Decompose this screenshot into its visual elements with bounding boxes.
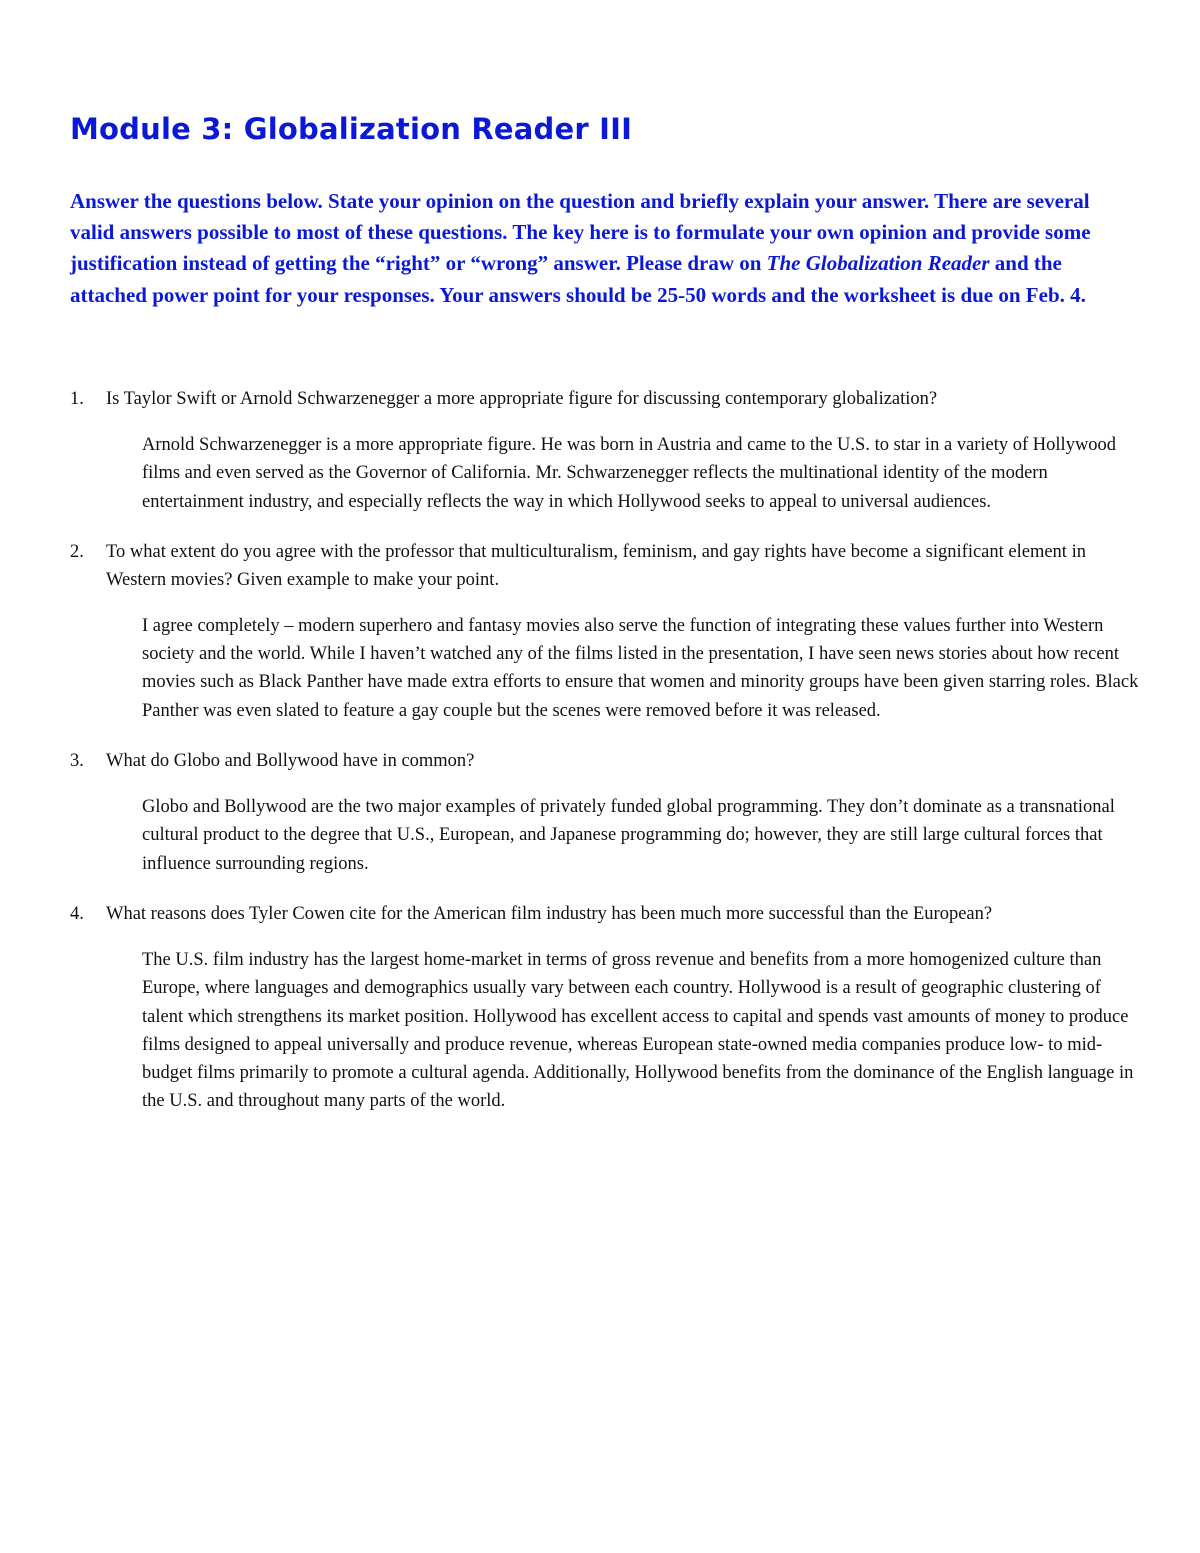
question-number: 1. xyxy=(70,389,84,409)
answer-text: The U.S. film industry has the largest home-market in terms of gross revenue and benefits from a more homogenized culture than Europe, where languages and demographics usually vary between each country. Hollywood is a result of geographic clustering of talent which strengthens its market position. Hollywood has excellent access to capital and spends vast amounts of money to produce films designed to appeal universally and produce revenue, whereas European state-owned media companies produce low- to mid-budget films primarily to promote a cultural agenda. Additionally, Hollywood benefits from the dominance of the English language in the U.S. and throughout many parts of the world. xyxy=(142,949,1134,1112)
instructions-text-part1: Answer the questions below. State your opinion on the question and briefly explain your answer. There are several valid answers possible to most of these questions. The key here is to formulate your own opinion and provide some justification instead of getting the “right” or “wrong” answer. Please draw on xyxy=(70,189,1091,276)
question-number: 3. xyxy=(70,751,84,772)
question-item-2 xyxy=(70,538,1140,725)
question-number: 2. xyxy=(70,541,84,562)
question-item-3 xyxy=(70,747,1140,878)
answer-text: Globo and Bollywood are the two major examples of privately funded global programming. They don’t dominate as a transnational cultural product to the degree that U.S., European, and Japanese programming do; however, they are still large cultural forces that influence surrounding regions. xyxy=(142,797,1115,874)
instructions-text-part2: and the attached power point for your responses. Your answers should be 25-50 words and the worksheet is due on Feb. 4. xyxy=(70,251,1086,307)
instructions-paragraph xyxy=(70,186,1130,311)
answer-text: Arnold Schwarzenegger is a more appropriate figure. He was born in Austria and came to the U.S. to star in a variety of Hollywood films and even served as the Governor of California. Mr. Schwarzenegger reflects the multinational identity of the modern entertainment industry, and especially reflects the way in which Hollywood seeks to appeal to universal audiences. xyxy=(142,435,1117,512)
document-title: Module 3: Globalization Reader III xyxy=(70,112,633,146)
book-title: The Globalization Reader xyxy=(766,251,990,276)
question-text: What reasons does Tyler Cowen cite for the American film industry has been much more successful than the European? xyxy=(106,903,993,924)
answer-text: I agree completely – modern superhero and fantasy movies also serve the function of integrating these values further into Western society and the world. While I haven’t watched any of the films listed in the presentation, I have seen news stories about how recent movies such as Black Panther have made extra efforts to ensure that women and minority groups have been given starring roles. Black Panther was even slated to feature a gay couple but the scenes were removed before it was released. xyxy=(142,615,1139,721)
question-number: 4. xyxy=(70,903,84,924)
question-item-1 xyxy=(70,385,1140,516)
question-text: To what extent do you agree with the professor that multiculturalism, feminism, and gay rights have become a significant element in Western movies? Given example to make your point. xyxy=(106,541,1086,590)
question-text: Is Taylor Swift or Arnold Schwarzenegger a more appropriate figure for discussing contemporary globalization? xyxy=(106,389,938,409)
question-list xyxy=(70,385,1140,1116)
question-text: What do Globo and Bollywood have in common? xyxy=(106,751,475,772)
question-item-4 xyxy=(70,900,1140,1116)
